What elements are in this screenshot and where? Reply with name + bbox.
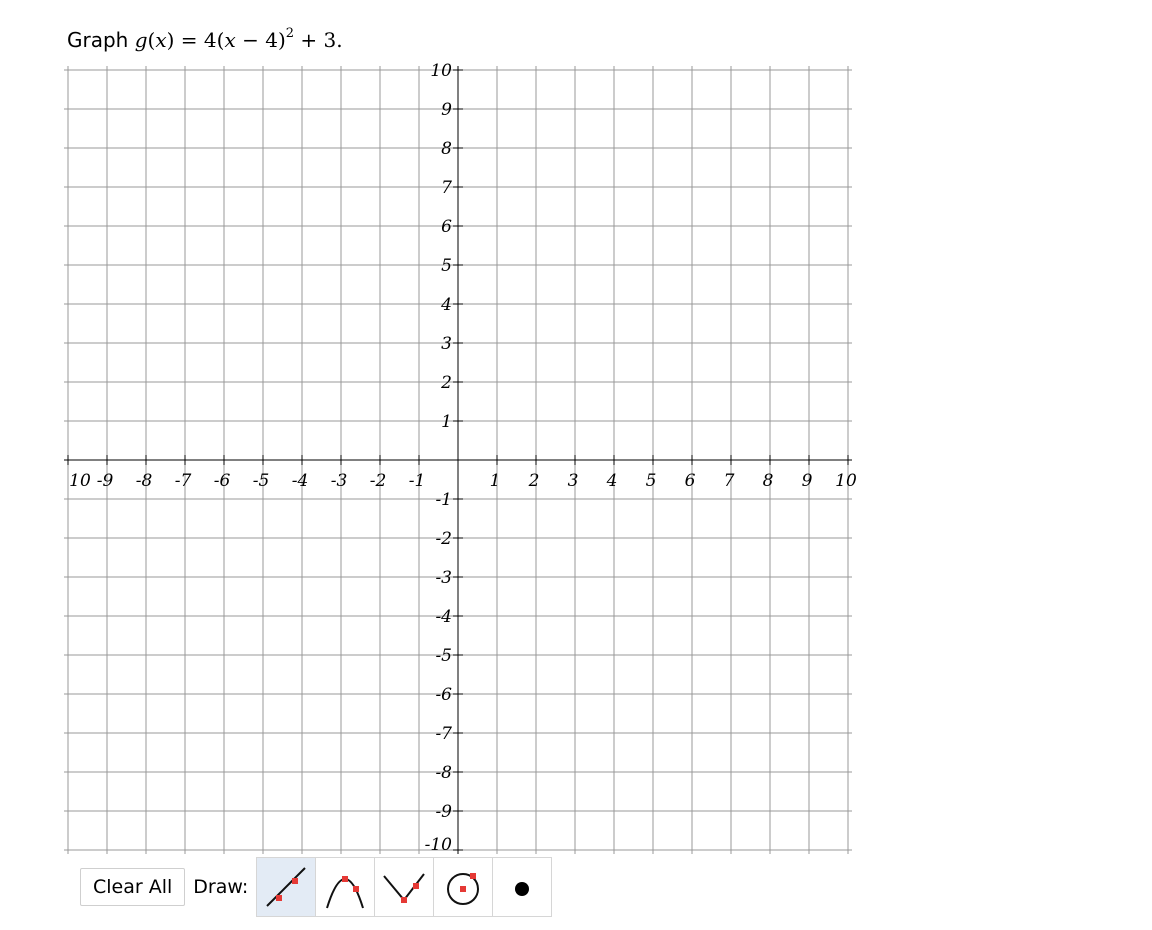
- absolute-value-tool-button[interactable]: [375, 858, 434, 916]
- open-paren: (: [147, 28, 156, 52]
- y-tick-label: 10: [430, 61, 452, 81]
- x-tick-label: 1: [489, 471, 501, 491]
- y-tick-label: 1: [441, 412, 452, 432]
- plus-sign: +: [300, 28, 318, 52]
- x-tick-label: 3: [567, 471, 579, 491]
- open-paren-2: (: [216, 28, 225, 52]
- y-tick-label: -5: [435, 646, 452, 666]
- x-tick-label: -7: [174, 471, 192, 491]
- x-tick-label: 4: [606, 471, 618, 491]
- point-tool-icon: [499, 864, 545, 910]
- function-name: g: [134, 28, 148, 52]
- x-tick-label: -4: [291, 471, 309, 491]
- y-tick-label: -7: [435, 724, 452, 744]
- x-tick-label: 9: [801, 471, 813, 491]
- x-tick-label: 5: [645, 471, 657, 491]
- x-tick-label: -1: [408, 471, 426, 491]
- x-tick-label: 2: [528, 471, 540, 491]
- y-tick-label: -6: [435, 685, 452, 705]
- parabola-tool-icon: [322, 864, 368, 910]
- y-tick-label: 8: [441, 139, 452, 159]
- x-tick-label: -6: [213, 471, 231, 491]
- x-tick-label: -2: [369, 471, 387, 491]
- vertical-shift: 3: [323, 28, 337, 52]
- close-paren-2: ): [277, 28, 286, 52]
- x-tick-label: 6: [684, 471, 696, 491]
- y-tick-label: -8: [435, 763, 452, 783]
- exponent: 2: [285, 26, 295, 41]
- circle-tool-icon: [440, 864, 486, 910]
- x-tick-label: -8: [135, 471, 153, 491]
- variable-x: x: [155, 28, 167, 52]
- y-tick-label: 2: [441, 373, 452, 393]
- x-tick-label: 8: [762, 471, 774, 491]
- instruction-lead: Graph: [67, 28, 129, 52]
- graph-toolbar: [80, 857, 552, 917]
- coefficient: 4: [203, 28, 217, 52]
- y-tick-label: 7: [441, 178, 452, 198]
- period: .: [336, 28, 343, 52]
- y-tick-label: -10: [424, 835, 452, 855]
- y-tick-label: 3: [441, 334, 452, 354]
- variable-x-2: x: [224, 28, 236, 52]
- clear-all-button[interactable]: Clear All: [80, 868, 185, 906]
- x-tick-label: -3: [330, 471, 348, 491]
- draw-tool-group: [256, 857, 552, 917]
- y-tick-label: -1: [435, 490, 452, 510]
- equals-sign: =: [180, 28, 198, 52]
- y-tick-label: -4: [435, 607, 452, 627]
- x-tick-label: -9: [96, 471, 114, 491]
- x-tick-label: 7: [723, 471, 735, 491]
- x-tick-label: 10: [835, 471, 857, 491]
- parabola-tool-button[interactable]: [316, 858, 375, 916]
- absolute-value-tool-icon: [381, 864, 427, 910]
- y-tick-label: -2: [435, 529, 452, 549]
- y-tick-label: 6: [441, 217, 452, 237]
- y-tick-label: 4: [441, 295, 452, 315]
- y-tick-label: 9: [441, 100, 452, 120]
- x-tick-label: -5: [252, 471, 270, 491]
- draw-label: Draw:: [193, 876, 249, 898]
- line-tool-icon: [263, 864, 309, 910]
- minus-sign: −: [242, 28, 259, 52]
- close-paren: ): [166, 28, 175, 52]
- horizontal-shift: 4: [265, 28, 278, 52]
- circle-tool-button[interactable]: [434, 858, 493, 916]
- y-tick-label: -9: [435, 802, 452, 822]
- line-tool-button[interactable]: [257, 858, 316, 916]
- y-tick-label: -3: [435, 568, 452, 588]
- x-tick-label: 10: [69, 471, 91, 491]
- point-tool-button[interactable]: [493, 858, 551, 916]
- y-tick-label: 5: [441, 256, 452, 276]
